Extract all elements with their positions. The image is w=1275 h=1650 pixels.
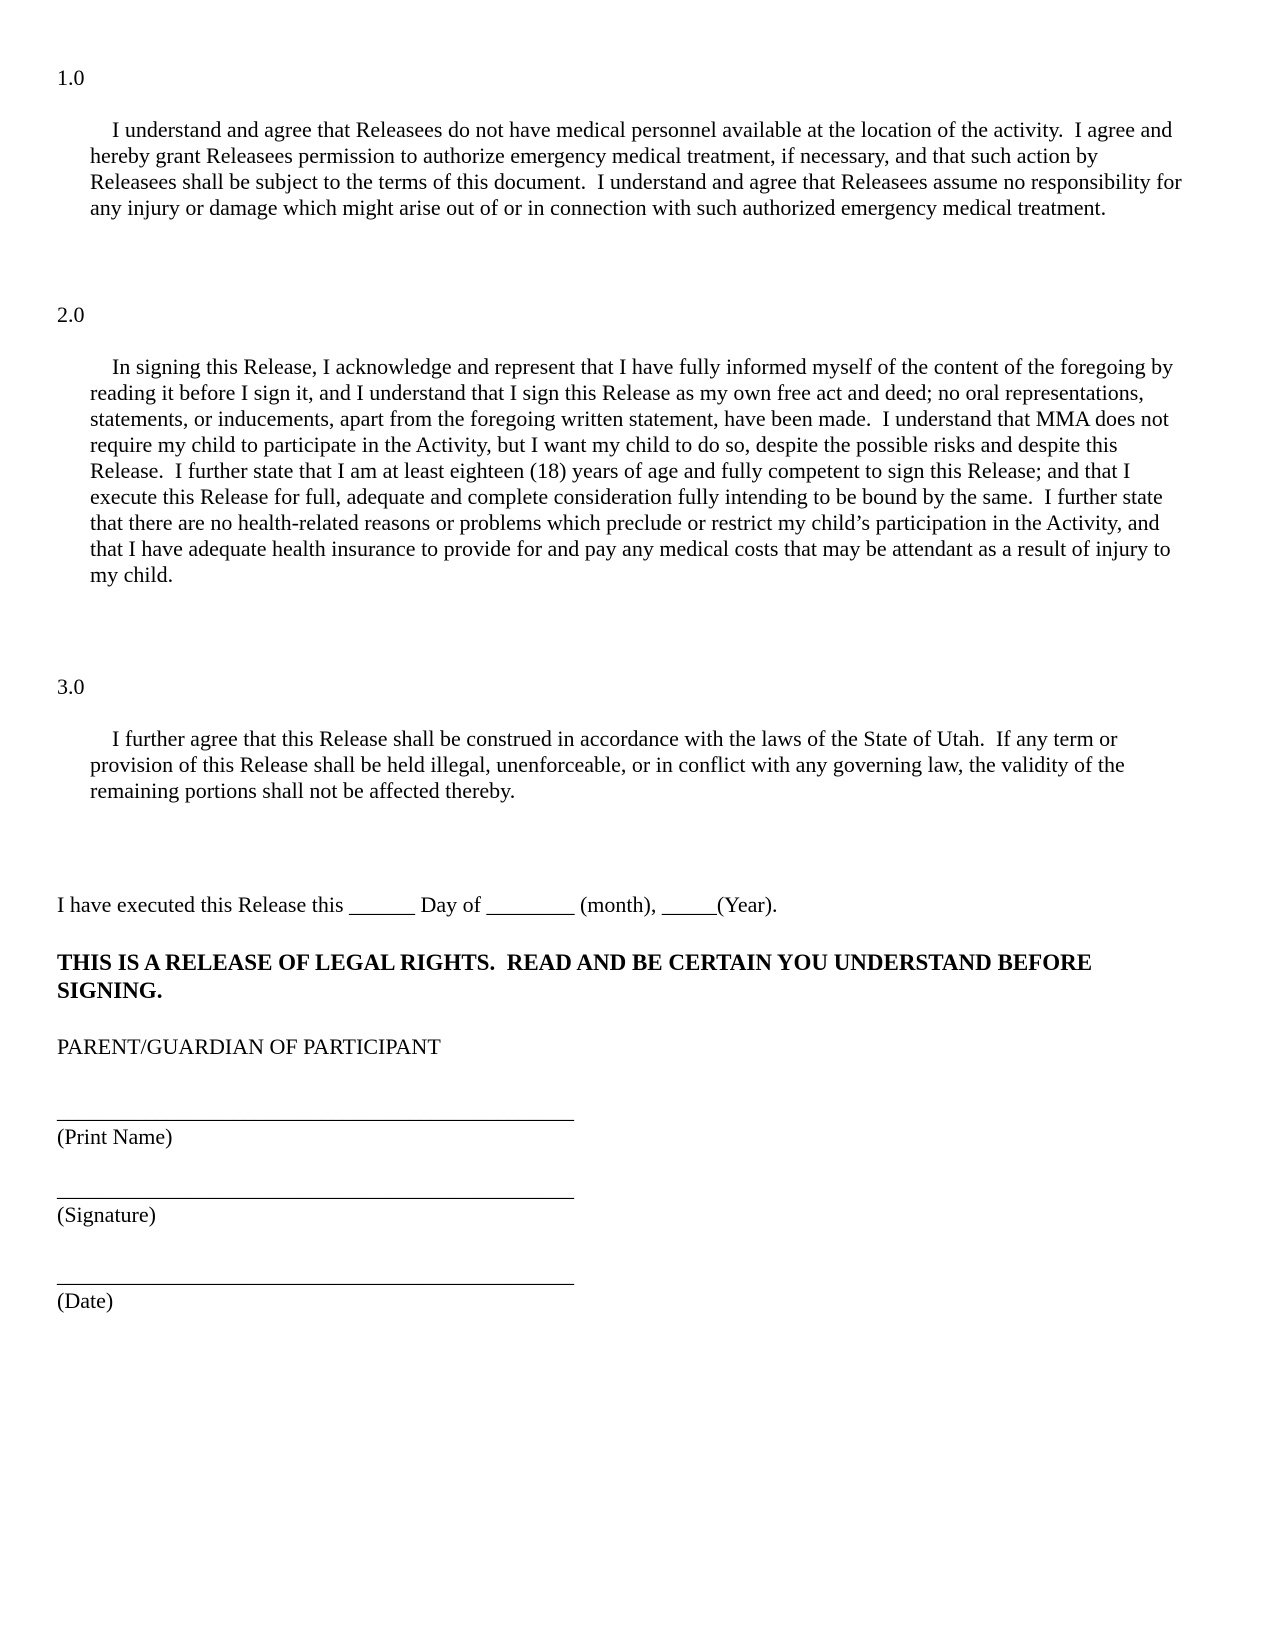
clause-acknowledgement — [57, 302, 1183, 614]
date-line: _______________________________________________ — [57, 1262, 574, 1287]
signature-label: (Signature) — [57, 1202, 156, 1227]
clause-text: I further agree that this Release shall be construed in accordance with the laws of the State of Utah. If any term or provision of this Release shall be held illegal, unenforceable, or in conflict with any governing law, the validity of the remaining portions shall not be affected thereby. — [90, 726, 1131, 803]
clause-number: 3.0 — [57, 674, 85, 699]
print-name-line: _______________________________________________ — [57, 1098, 574, 1123]
date-field — [57, 1262, 1183, 1314]
clause-medical-treatment — [57, 65, 1188, 247]
execution-date-line: I have executed this Release this ______ Day of ________ (month), _____(Year). — [57, 892, 778, 917]
clause-number: 2.0 — [57, 302, 85, 327]
signature-line: _______________________________________________ — [57, 1176, 574, 1201]
clause-governing-law — [57, 674, 1183, 830]
print-name-label: (Print Name) — [57, 1124, 173, 1149]
clause-number: 1.0 — [57, 65, 85, 90]
legal-rights-notice: THIS IS A RELEASE OF LEGAL RIGHTS. READ AND BE CERTAIN YOU UNDERSTAND BEFORE SIGNING. — [57, 950, 1098, 1003]
signatory-role-label: PARENT/GUARDIAN OF PARTICIPANT — [57, 1034, 441, 1059]
print-name-field — [57, 1098, 1183, 1150]
clause-text: In signing this Release, I acknowledge and represent that I have fully informed myself of the content of the foregoing by reading it before I sign it, and I understand that I sign this Release as my own free act and deed; no oral representations, statements, or inducements, apart from the foregoing written statement, have been made. I understand that MMA does not require my child to participate in the Activity, but I want my child to do so, despite the possible risks and despite this Release. I further state that I am at least eighteen (18) years of age and fully competent to sign this Release; and that I execute this Release for full, adequate and complete consideration fully intending to be bound by the same. I further state that there are no health-related reasons or problems which preclude or restrict my child’s participation in the Activity, and that I have adequate health insurance to provide for and pay any medical costs that may be attendant as a result of injury to my child. — [90, 354, 1179, 587]
date-label: (Date) — [57, 1288, 114, 1313]
clause-text: I understand and agree that Releasees do not have medical personnel available at the location of the activity. I agree and hereby grant Releasees permission to authorize emergency medical treatment, if necessary, and that such action by Releasees shall be subject to the terms of this document. I understand and agree that Releasees assume no responsibility for any injury or damage which might arise out of or in connection with such authorized emergency medical treatment. — [90, 117, 1188, 220]
signature-field — [57, 1176, 1183, 1228]
